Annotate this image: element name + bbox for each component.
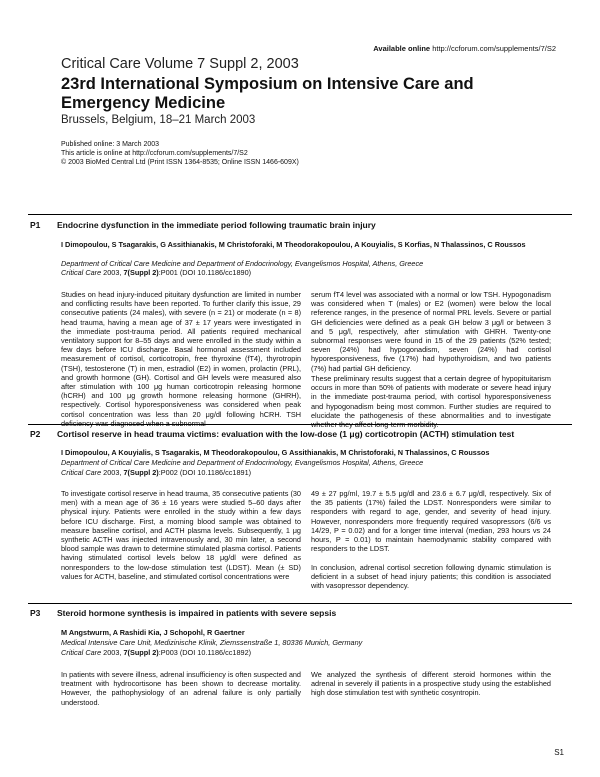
journal-line: Critical Care Volume 7 Suppl 2, 2003 <box>61 56 299 72</box>
published-date: Published online: 3 March 2003 <box>61 141 160 148</box>
available-label: Available online <box>373 44 431 53</box>
page-number: S1 <box>554 748 564 757</box>
abstract-authors: M Angstwurm, A Rashidi Kia, J Schopohl, R Gaertner <box>61 628 245 637</box>
copyright: © 2003 BioMed Central Ltd (Print ISSN 1364-8535; Online ISSN 1466-609X) <box>61 158 299 166</box>
abstract-department: Medical Intensive Care Unit, Medizinische Klinik, Ziemssenstraße 1, 80336 Munich, Germany <box>61 638 363 647</box>
abstract-authors: I Dimopoulou, A Kouyialis, S Tsagarakis, M Theodorakopoulou, G Assithianakis, M Christoforaki, N Thalassinos, C Roussos <box>61 448 490 457</box>
abstract-title: Steroid hormone synthesis is impaired in patients with severe sepsis <box>57 608 337 618</box>
citation-journal: Critical Care <box>61 648 102 657</box>
abstract-body-left: Studies on head injury-induced pituitary dysfunction are limited in number and conflicting results have been reported. To further clarify this issue, 29 consecutive patients (24 males), with severe (n = 21) or moderate (n = 8) head trauma, having a mean age of 37 ± 17 years were investigated in the immediate post-trauma period. All patients required mechanical ventilatory support for 8–55 days and were enrolled in the study within a few days before ICU discharge. Basal hormonal assessment included measurement of cortisol, corticotropin, free thyroxine (fT4), thyrotropin (TSH), testosterone (T) in men, estradiol (E2) in women, prolactin (PRL), and growth hormone (GH). Cortisol and GH levels were measured also after stimulation with 100 μg human corticotropin releasing hormone (hCRH) and 100 μg growth hormone releasing hormone (GHRH), respectively. Cortisol hyporesponsiveness was considered when peak cortisol concentration was less than 20 μg/dl following hCRH. TSH deficiency was diagnosed when a subnormal <box>61 290 301 428</box>
citation-volume: 7(Suppl 2) <box>123 648 159 657</box>
symposium-title: 23rd International Symposium on Intensive Care and Emergency Medicine <box>61 75 474 112</box>
availability-line <box>373 44 556 53</box>
abstract-body-right: 49 ± 27 pg/ml, 19.7 ± 5.5 μg/dl and 23.6 ± 6.7 μg/dl, respectively. Six of the 35 patients (17%) failed the LDST. Nonresponders were similar to responders with regard to age, gender, and severity of head injury. However, nonresponders more frequently required vasopressors (6/6 vs 14/29, P = 0.02) and for a longer time interval (median, 293 hours vs 24 hours, P = 0.01) to maintain haemodynamic stability compared with responders to the LDST. <box>311 489 551 554</box>
abstract-body-left: In patients with severe illness, adrenal insufficiency is often suspected and treatment with hydrocortisone has been shown to decrease mortality. However, the pathophysiology of an adrenal failure is only partially understood. <box>61 670 301 707</box>
citation-doi: :P002 (DOI 10.1186/cc1891) <box>158 468 252 477</box>
abstract-department: Department of Critical Care Medicine and Department of Endocrinology, Evangelismos Hospital, Athens, Greece <box>61 259 424 268</box>
abstract-conclusion: These preliminary results suggest that a certain degree of hypopituitarism occurs in more than 50% of patients with moderate or severe head injury in the immediate post-trauma period, with cortisol hyporesponsiveness and hypogonadism being most common. Further studies are required to elucidate the pathogenesis of these abnormalities and to investigate whether they affect long-term morbidity. <box>311 374 551 430</box>
abstract-id: P1 <box>30 220 41 230</box>
section-divider <box>28 214 572 215</box>
abstract-body-right: We analyzed the synthesis of different steroid hormones within the adrenal in severely ill patients in a prospective study using the established high dose stimulation test with synthetic cosyntropin. <box>311 670 551 698</box>
abstract-title: Cortisol reserve in head trauma victims: evaluation with the low-dose (1 μg) corticotropin (ACTH) stimulation test <box>57 429 515 439</box>
citation-doi: :P003 (DOI 10.1186/cc1892) <box>158 648 252 657</box>
citation-volume: 7(Suppl 2) <box>123 268 159 277</box>
section-divider <box>28 424 572 425</box>
citation-journal: Critical Care <box>61 268 102 277</box>
abstract-conclusion: In conclusion, adrenal cortisol secretion following dynamic stimulation is deficient in a subset of head injury patients; this condition is associated with vasopressor dependency. <box>311 563 551 591</box>
abstract-body-left: To investigate cortisol reserve in head trauma, 35 consecutive patients (30 men) with a mean age of 36 ± 16 years were studied 5–60 days after physical injury. Patients were enrolled in the study within a few days before ICU discharge. First, a morning blood sample was obtained to measure baseline cortisol, and ACTH plasma levels. Subsequently, 1 μg synthetic ACTH was injected intravenously and, 30 min later, a second blood sample was drawn to determine stimulated plasma cortisol. Patients having stimulated cortisol levels below 18 μg/dl were defined as nonresponders to the low-dose stimulation test (LDST). Mean (± SD) values for ACTH, baseline, and stimulated cortisol concentrations were <box>61 489 301 581</box>
abstract-title: Endocrine dysfunction in the immediate period following traumatic brain injury <box>57 220 376 230</box>
abstract-department: Department of Critical Care Medicine and Department of Endocrinology, Evangelismos Hospital, Athens, Greece <box>61 458 424 467</box>
abstract-authors: I Dimopoulou, S Tsagarakis, G Assithianakis, M Christoforaki, M Theodorakopoulou, A Kouyialis, S Korfias, N Thalassinos, C Roussos <box>61 240 526 249</box>
publication-meta <box>61 141 299 167</box>
abstract-id: P3 <box>30 608 41 618</box>
citation-year: 2003, <box>101 268 124 277</box>
symposium-location: Brussels, Belgium, 18–21 March 2003 <box>61 114 256 126</box>
online-at: This article is online at http://ccforum.com/supplements/7/S2 <box>61 149 248 157</box>
abstract-citation <box>61 468 251 478</box>
section-divider <box>28 603 572 604</box>
abstract-body-right: serum fT4 level was associated with a normal or low TSH. Hypogonadism was considered when T (males) or E2 (women) were below the local reference ranges, in the presence of normal PRL levels. Severe or partial GH deficiencies were defined as a peak GH below 3 μg/l or between 3 and 5 μg/l, respectively, after stimulation with GHRH. Twenty-one subnormal responses were found in 15 of the 29 patients (52% tested; seven (24%) had hypogonadism, seven (24%) had cortisol hyporesponsiveness, five (17%) had hypothyroidism, and two patients (7%) had partial GH deficiency. <box>311 290 551 373</box>
abstract-citation <box>61 268 251 278</box>
abstract-id: P2 <box>30 429 41 439</box>
citation-volume: 7(Suppl 2) <box>123 468 159 477</box>
citation-journal: Critical Care <box>61 468 102 477</box>
citation-year: 2003, <box>101 648 124 657</box>
available-url-link[interactable]: http://ccforum.com/supplements/7/S2 <box>432 44 556 53</box>
citation-doi: :P001 (DOI 10.1186/cc1890) <box>158 268 252 277</box>
citation-year: 2003, <box>101 468 124 477</box>
abstract-citation <box>61 648 251 658</box>
